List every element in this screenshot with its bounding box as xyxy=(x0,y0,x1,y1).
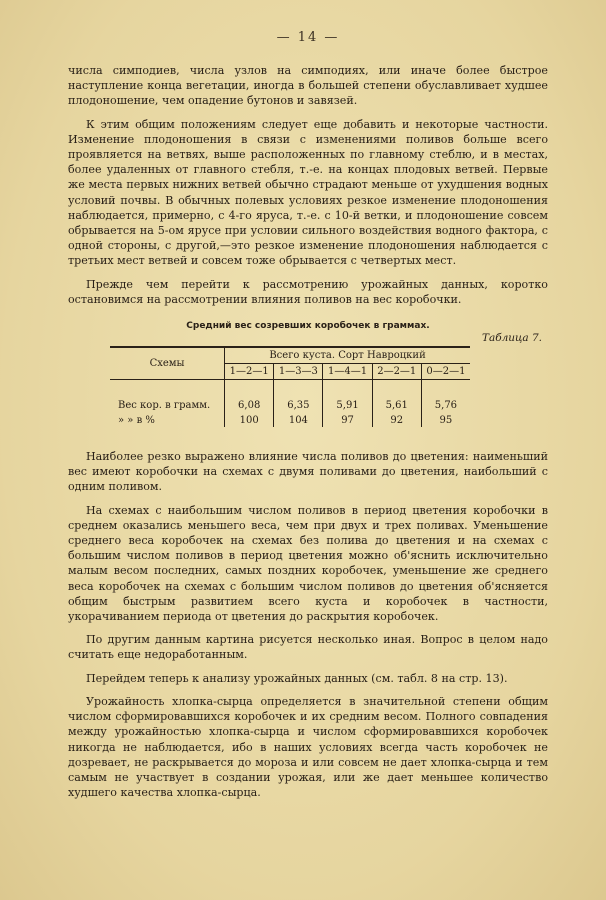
table-cell: 97 xyxy=(323,412,372,427)
table-caption: Средний вес созревших коробочек в граммах. xyxy=(186,321,430,332)
table-cell: 92 xyxy=(372,412,421,427)
paragraph-particulars: К этим общим положениям следует еще добавить и некоторые частности. Изменение плодоношения в связи с изменениями поливов больше всего проявляется на ветвях, выше расположенных по главному стеблю, и в местах, более удаленных от главного стебля, т.-е. на концах плодовых ветвей. Первые же места первых нижних ветвей обычно страдают меньше от ухудшения водных условий почвы. В обычных полевых условиях резкое изменение плодоношения наблюдается, примерно, с 4-го яруса, т.-е. с 10-й ветки, и плодоношение совсем обрывается на 5-ом ярусе при условии сильного воздействия водного фактора, с одной стороны, с другой,—это резкое изменение плодоношения наблюдается с третьих мест ветвей и совсем тоже обрывается с четвертых мест. xyxy=(68,117,548,268)
table-cell: 5,61 xyxy=(372,380,421,413)
table-cell: 6,35 xyxy=(274,380,323,413)
table-cell: 104 xyxy=(274,412,323,427)
paragraph-boll-weight: На схемах с наибольшим числом поливов в период цветения коробочки в среднем оказались меньшего веса, чем при двух и трех поливах. Уменьшение среднего веса коробочек на схемах без полива до цветения и на схемах с большим числом поливов в период цветения можно об'яснить исключительно малым весом последних, самых поздних коробочек, уменьшение же среднего веса коробочек на схемах с большим числом поливов до цветения об'ясняется общим быстрым развитием всего куста и коробочек в частности, укорачиванием периода от цветения до раскрытия коробочек. xyxy=(68,503,548,624)
group-header: Всего куста. Сорт Навроцкий xyxy=(225,347,470,364)
table-cell: 5,91 xyxy=(323,380,372,413)
table-cell: 5,76 xyxy=(421,380,470,413)
schemes-header: Схемы xyxy=(110,347,225,380)
column-header: 1—3—3 xyxy=(274,364,323,380)
paragraph-flowering-effect: Наиболее резко выражено влияние числа поливов до цветения: наименьший вес имеют коробочки на схемах с двумя поливами до цветения, наибольший с одним поливом. xyxy=(68,450,548,494)
column-header: 0—2—1 xyxy=(421,364,470,380)
boll-weight-table xyxy=(110,346,470,427)
paragraph-continuation: числа симподиев, числа узлов на симподиях, или иначе более быстрое наступление конца вегетации, иногда в большей степени обуславливает худшее плодоношение, чем опадение бутонов и завязей. xyxy=(68,64,548,108)
table-number: Таблица 7. xyxy=(481,332,542,345)
table-cell: 6,08 xyxy=(225,380,274,413)
paragraph-yield: Урожайность хлопка-сырца определяется в значительной степени общим числом сформировавшихся коробочек и их средним весом. Полного совпадения между урожайностью хлопка-сырца и числом сформировавшихся коробочек никогда не наблюдается, ибо в наших условиях всегда часть коробочек не дозревает, не раскрывается до мороза и или совсем не дает хлопка-сырца и тем самым не участвует в создании урожая, или же дает меньшее количество худшего качества хлопка-сырца. xyxy=(68,694,548,800)
row-label: Вес кор. в грамм. xyxy=(118,400,211,412)
column-header: 2—2—1 xyxy=(372,364,421,380)
column-header: 1—2—1 xyxy=(225,364,274,380)
row-label: » » в % xyxy=(118,415,155,427)
column-header: 1—4—1 xyxy=(323,364,372,380)
paragraph-yield-transition: Перейдем теперь к анализу урожайных данных (см. табл. 8 на стр. 13). xyxy=(86,671,508,685)
table-cell: 95 xyxy=(421,412,470,427)
table-cell: 100 xyxy=(225,412,274,427)
table-row xyxy=(110,380,470,413)
table-row xyxy=(110,412,470,427)
page-number: — 14 — xyxy=(276,30,340,45)
paragraph-transition: Прежде чем перейти к рассмотрению урожайных данных, коротко остановимся на рассмотрении влияния поливов на вес коробочки. xyxy=(68,277,548,306)
paragraph-other-data: По другим данным картина рисуется несколько иная. Вопрос в целом надо считать еще недоработанным. xyxy=(68,633,548,662)
